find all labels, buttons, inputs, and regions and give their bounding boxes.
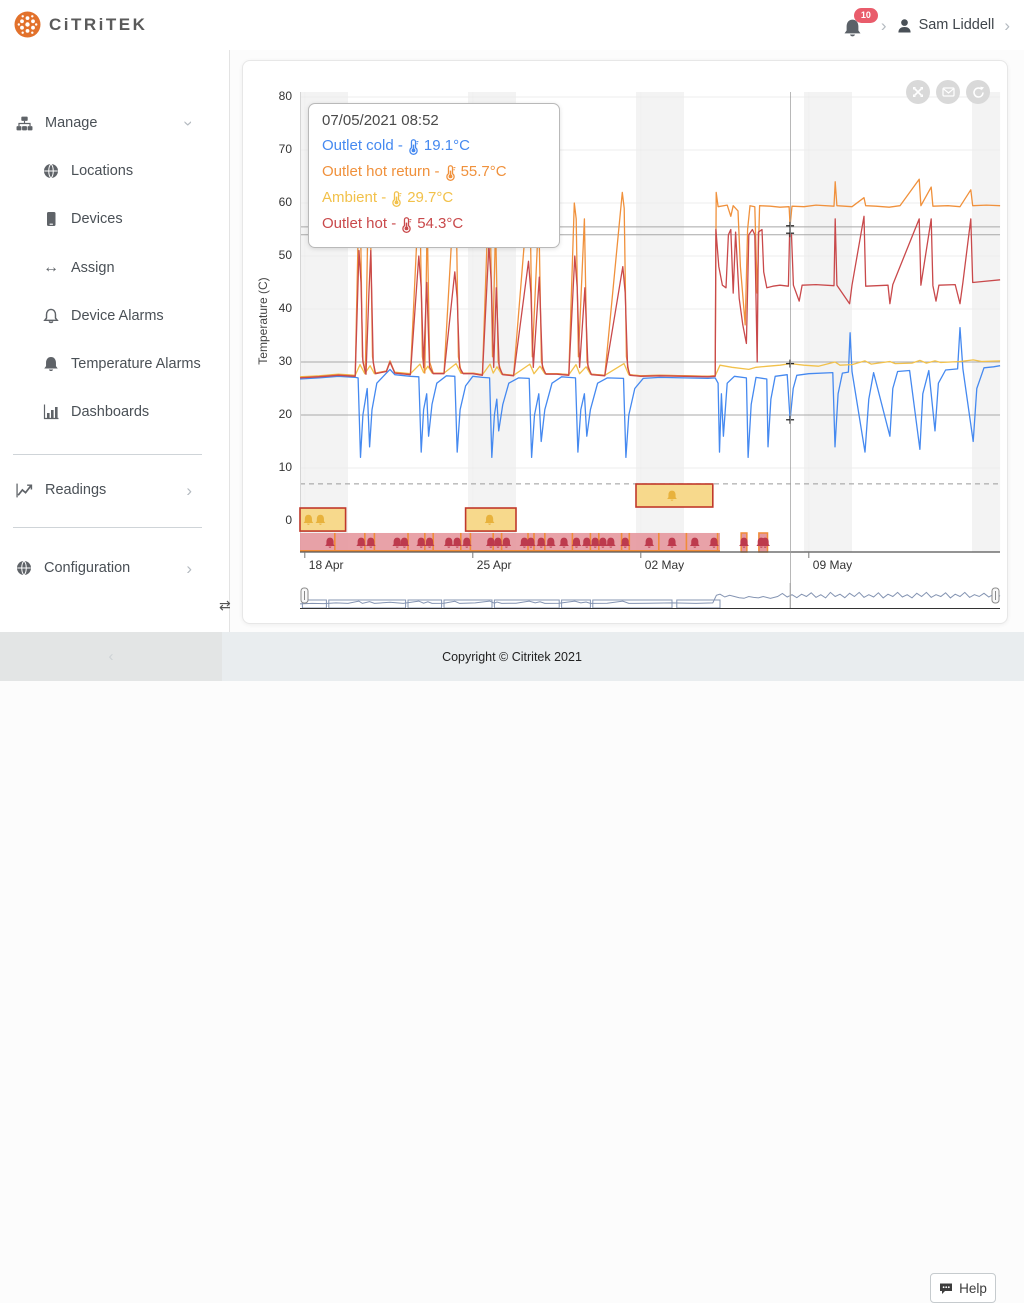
navigator-alarm-box	[593, 600, 672, 608]
globe-icon	[43, 163, 59, 179]
user-menu-chevron-icon[interactable]: ›	[1004, 15, 1010, 35]
expand-chart-button[interactable]	[906, 80, 930, 104]
chart-toolbar	[906, 80, 990, 104]
tooltip-datetime: 07/05/2021 08:52	[322, 112, 439, 129]
y-tick-label: 0	[285, 513, 292, 527]
sidebar-item-label: Devices	[71, 211, 123, 227]
refresh-icon	[972, 86, 985, 99]
bell-outline-icon	[43, 308, 59, 324]
navigator-canvas[interactable]	[300, 583, 1000, 609]
device-icon	[43, 211, 59, 227]
x-tick-label: 02 May	[644, 558, 685, 572]
brand-logo-text: CiTRiTEK	[49, 14, 148, 34]
sidebar-item-label: Device Alarms	[71, 308, 164, 324]
top-header	[0, 0, 1024, 50]
notifications-chevron-icon[interactable]: ›	[880, 15, 887, 35]
envelope-icon	[942, 86, 955, 98]
sidebar-item-label: Locations	[71, 163, 134, 179]
tooltip-series-value: 19.1°C	[423, 137, 470, 154]
line-chart-icon	[16, 483, 33, 498]
sidebar-item-label: Manage	[45, 115, 98, 131]
tooltip-series-row	[322, 133, 546, 159]
sidebar-item-label: Configuration	[44, 560, 131, 576]
brand-logo[interactable]	[14, 11, 147, 38]
sidebar-item-assign[interactable]	[43, 248, 115, 288]
thermometer-icon	[443, 164, 458, 180]
sidebar-item-configuration[interactable]	[16, 548, 216, 588]
y-tick-label: 70	[278, 142, 292, 156]
y-tick-label: 60	[278, 195, 292, 209]
user-name: Sam Liddell	[918, 17, 995, 33]
weekend-band	[636, 92, 684, 552]
navigator-alarm-box	[329, 600, 406, 608]
chevron-down-icon: ›	[179, 120, 199, 126]
thermometer-icon	[399, 216, 414, 232]
tooltip-series-value: 55.7°C	[460, 163, 507, 180]
chart-crosshair-line	[790, 92, 791, 608]
sitemap-icon	[16, 116, 33, 131]
bell-filled-icon	[43, 356, 59, 372]
sidebar-item-temperature-alarms[interactable]	[43, 344, 201, 384]
sidebar-item-manage[interactable]	[16, 103, 216, 143]
collapse-chevron-icon: ‹	[108, 648, 114, 665]
tooltip-series-label: Outlet hot return -	[322, 163, 440, 180]
chevron-right-icon: ›	[186, 480, 192, 500]
sidebar-item-label: Temperature Alarms	[71, 356, 201, 372]
weekend-band	[972, 92, 1000, 552]
y-tick-label: 10	[278, 460, 292, 474]
copyright-text: Copyright © Citritek 2021	[442, 649, 582, 664]
chart-tooltip	[308, 103, 560, 248]
tooltip-series-label: Outlet hot -	[322, 215, 397, 232]
sidebar-item-label: Readings	[45, 482, 107, 498]
y-axis-title: Temperature (C)	[256, 277, 270, 365]
sidebar-item-label: Dashboards	[71, 404, 150, 420]
user-icon	[897, 18, 912, 33]
sidebar-item-devices[interactable]	[43, 199, 123, 239]
sidebar-divider	[13, 454, 202, 455]
tooltip-series-value: 54.3°C	[417, 215, 464, 232]
weekend-band	[804, 92, 852, 552]
sidebar-item-locations[interactable]	[43, 151, 133, 191]
tooltip-series-label: Ambient -	[322, 189, 387, 206]
bar-chart-icon	[43, 404, 59, 420]
sidebar-item-label: Assign	[71, 260, 115, 276]
globe-icon	[16, 560, 32, 576]
help-button-label: Help	[959, 1280, 987, 1296]
y-tick-label: 30	[278, 354, 292, 368]
tooltip-series-row	[322, 185, 546, 211]
y-tick-label: 20	[278, 407, 292, 421]
sidebar-item-dashboards[interactable]	[43, 392, 149, 432]
notifications-button[interactable]	[841, 10, 871, 40]
tooltip-series-row	[322, 159, 546, 185]
user-menu[interactable]	[897, 17, 995, 33]
sidebar-item-readings[interactable]	[16, 470, 216, 510]
assign-arrows-icon: ↔	[43, 259, 59, 276]
navigator-series-line	[300, 592, 1000, 604]
navigator-alarm-box	[408, 600, 442, 608]
citritek-logo-icon	[14, 11, 41, 38]
notification-count-badge: 10	[854, 8, 878, 23]
y-tick-label: 50	[278, 248, 292, 262]
tooltip-series-label: Outlet cold -	[322, 137, 403, 154]
y-tick-label: 40	[278, 301, 292, 315]
sidebar-collapse-button[interactable]	[0, 632, 222, 681]
sidebar-nav	[0, 50, 230, 632]
chevron-right-icon: ›	[186, 558, 192, 578]
sidebar-item-device-alarms[interactable]	[43, 296, 164, 336]
thermometer-icon	[389, 190, 404, 206]
help-button[interactable]	[930, 1273, 996, 1303]
x-tick-label: 25 Apr	[476, 558, 512, 572]
expand-arrows-icon	[912, 86, 924, 98]
email-chart-button[interactable]	[936, 80, 960, 104]
y-tick-label: 80	[278, 89, 292, 103]
tooltip-series-row	[322, 211, 546, 237]
tooltip-series-value: 29.7°C	[407, 189, 454, 206]
x-tick-label: 09 May	[812, 558, 853, 572]
refresh-chart-button[interactable]	[966, 80, 990, 104]
sidebar-divider	[13, 527, 202, 528]
chat-bubble-icon	[939, 1282, 953, 1295]
footer-bar	[0, 632, 1024, 1296]
tooltip-rows	[322, 133, 546, 237]
sidebar-resize-handle[interactable]: ⇄	[219, 597, 231, 613]
thermometer-icon	[406, 138, 421, 154]
x-tick-label: 18 Apr	[308, 558, 344, 572]
